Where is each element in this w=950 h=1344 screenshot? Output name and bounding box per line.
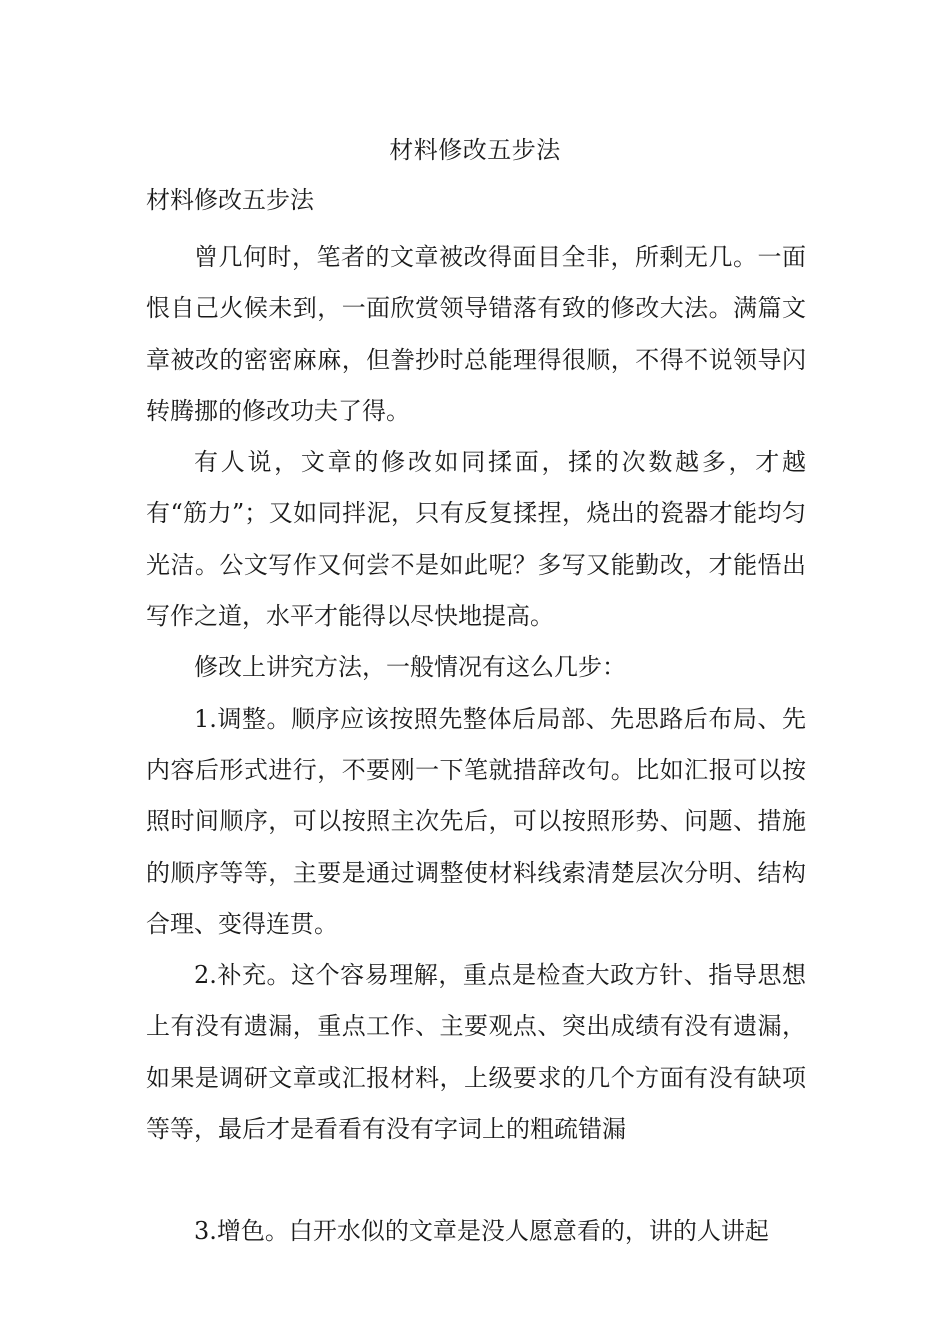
paragraph-kneading-analogy: 有人说，文章的修改如同揉面，揉的次数越多，才越有“筋力”；又如同拌泥，只有反复揉捏，烧出的瓷器才能均匀光洁。公文写作又何尝不是如此呢？多写又能勤改，才能悟出写作之道，水平才能得以尽快地提高。 bbox=[146, 448, 806, 631]
paragraph-step-adjust: 1.调整。顺序应该按照先整体后局部、先思路后布局、先内容后形式进行，不要刚一下笔就措辞改句。比如汇报可以按照时间顺序，可以按照主次先后，可以按照形势、问题、措施的顺序等等，主要是通过调整使材料线索清楚层次分明、结构合理、变得连贯。 bbox=[146, 704, 806, 938]
paragraph-step-supplement: 2.补充。这个容易理解，重点是检查大政方针、指导思想上有没有遗漏，重点工作、主要观点、突出成绩有没有遗漏，如果是调研文章或汇报材料，上级要求的几个方面有没有缺项等等，最后才是看看有没有字词上的粗疏错漏 bbox=[146, 961, 806, 1144]
document-body bbox=[146, 232, 806, 1258]
document-title: 材料修改五步法 bbox=[389, 136, 561, 164]
paragraph-intro: 曾几何时，笔者的文章被改得面目全非，所剩无几。一面恨自己火候未到，一面欣赏领导错落有致的修改大法。满篇文章被改的密密麻麻，但誊抄时总能理得很顺，不得不说领导闪转腾挪的修改功夫了得。 bbox=[146, 243, 806, 425]
paragraph-method-lead: 修改上讲究方法，一般情况有这么几步： bbox=[194, 653, 626, 682]
document-subtitle: 材料修改五步法 bbox=[146, 186, 314, 214]
paragraph-step-enhance: 3.增色。白开水似的文章是没人愿意看的，讲的人讲起 bbox=[194, 1217, 769, 1246]
